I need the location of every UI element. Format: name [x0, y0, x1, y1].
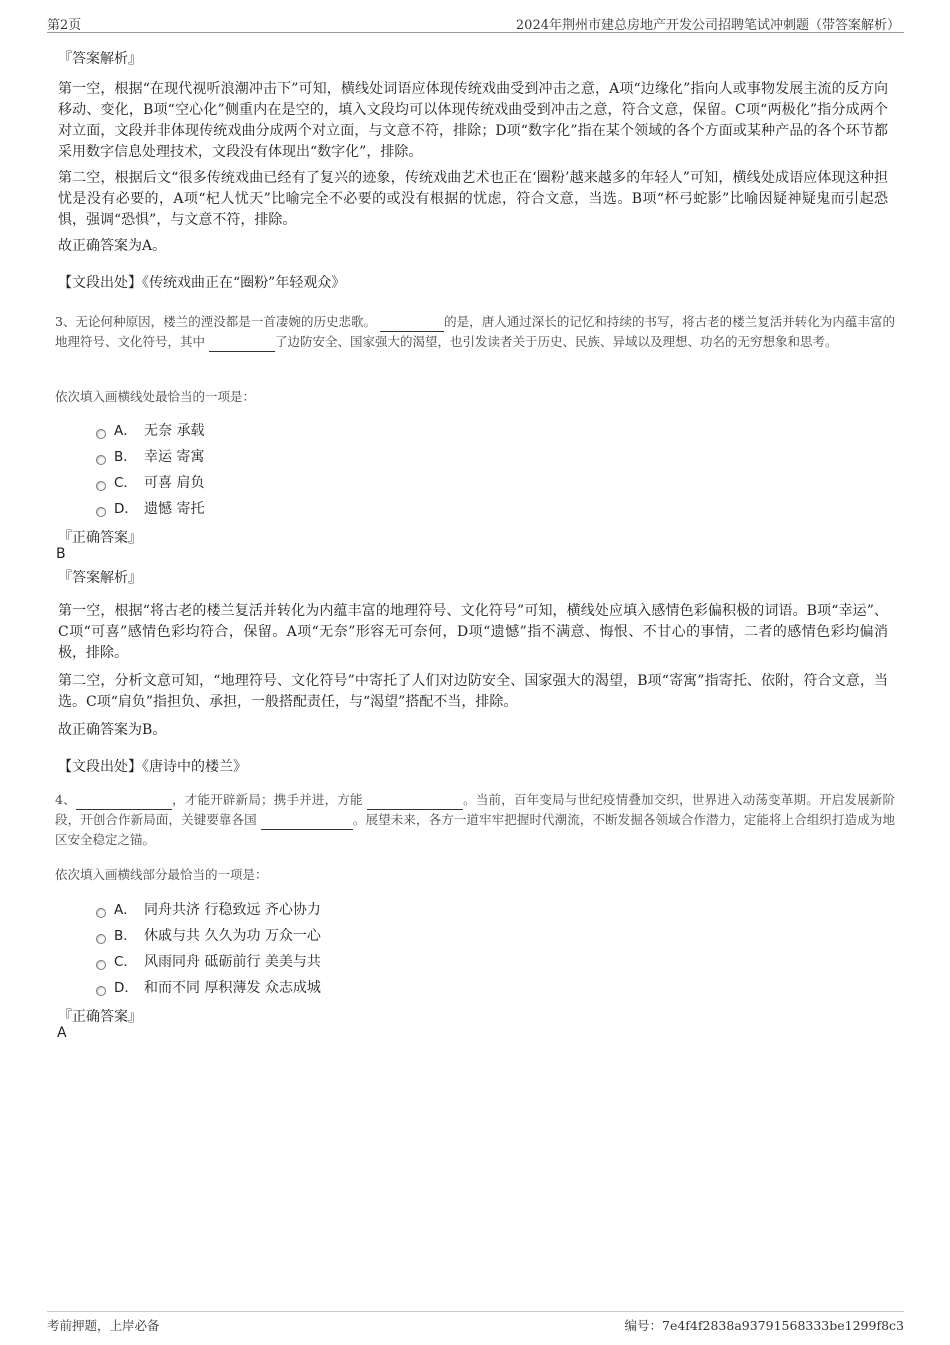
q3-text-1: 3、无论何种原因，楼兰的湮没都是一首凄婉的历史悲歌。: [55, 314, 377, 329]
option-text: 和而不同 厚积薄发 众志成城: [144, 980, 321, 996]
q4-blank-3: [261, 815, 353, 830]
footer-serial: 编号：7e4f4f2838a93791568333be1299f8c3: [624, 1318, 904, 1333]
q4-answer-label: 『正确答案』: [58, 1009, 142, 1025]
q3-text-2: 的是，唐人通过深长的记忆和持续的书写，将古老的楼兰复活并转化为内蕴丰富的地理符号、文化符号，其中: [55, 314, 895, 349]
q4-option-d[interactable]: [96, 978, 321, 998]
radio-icon[interactable]: [96, 481, 106, 491]
radio-icon[interactable]: [96, 934, 106, 944]
q3-analysis-para-2: 第二空，分析文意可知，“地理符号、文化符号”中寄托了人们对边防安全、国家强大的渴望，B项“寄寓”指寄托、依附，符合文意，当选。C项“肩负”指担负、承担，一般搭配责任，与“渴望”搭配不当，排除。: [58, 673, 888, 710]
option-text: 同舟共济 行稳致远 齐心协力: [144, 902, 321, 918]
radio-icon[interactable]: [96, 986, 106, 996]
option-letter: B．: [114, 449, 137, 465]
option-letter: C．: [114, 475, 137, 491]
q3-option-b[interactable]: [96, 447, 204, 467]
radio-icon[interactable]: [96, 960, 106, 970]
q4-blank-1: [76, 795, 172, 810]
q3-question: [55, 312, 895, 352]
option-letter: C．: [114, 954, 137, 970]
q4-text-4: 。展望未来，各方一道牢牢把握时代潮流，不断发掘各领域合作潜力，定能将上合组织打造成为地区安全稳定之锚。: [55, 812, 895, 847]
q3-blank-2: [209, 337, 275, 352]
q3-conclusion: 故正确答案为B。: [58, 722, 167, 738]
q3-analysis-para-1: 第一空，根据“将古老的楼兰复活并转化为内蕴丰富的地理符号、文化符号”可知，横线处应填入感情色彩偏积极的词语。B项“幸运”、C项“可喜”感情色彩均符合，保留。A项“无奈”形容无可奈何，D项“遗憾”指不满意、悔恨、不甘心的事情，二者的感情色彩均偏消极，排除。: [58, 603, 888, 661]
q4-text-3: 。当前，百年变局与世纪疫情叠加交织，世界进入动荡变革期。开启发展新阶段，开创合作新局面，关键要靠各国: [55, 792, 895, 827]
document-title: 2024年荆州市建总房地产开发公司招聘笔试冲刺题（带答案解析）: [515, 18, 900, 33]
q2-analysis-label: 『答案解析』: [58, 51, 142, 67]
q3-text-3: 了边防安全、国家强大的渴望，也引发读者关于历史、民族、异域以及理想、功名的无穷想象和思考。: [275, 334, 838, 349]
radio-icon[interactable]: [96, 429, 106, 439]
q4-text-2: ，才能开辟新局；携手并进，方能: [171, 792, 363, 807]
option-letter: A．: [114, 423, 137, 439]
q3-source: 【文段出处】《唐诗中的楼兰》: [58, 759, 247, 775]
option-text: 休戚与共 久久为功 万众一心: [144, 928, 321, 944]
option-text: 遗憾 寄托: [144, 501, 205, 517]
footer-slogan: 考前押题，上岸必备: [47, 1318, 160, 1333]
q4-question: [55, 790, 895, 850]
q2-analysis-para-2: 第二空，根据后文“很多传统戏曲已经有了复兴的迹象，传统戏曲艺术也正在‘圈粉’越来越多的年轻人”可知，横线处成语应体现这种担忧是没有必要的，A项“杞人忧天”比喻完全不必要的或没有根据的忧虑，符合文意，当选。B项“杯弓蛇影”比喻因疑神疑鬼而引起恐惧，强调“恐惧”，与文意不符，排除。: [58, 170, 888, 228]
option-letter: D．: [114, 980, 138, 996]
q2-analysis-para-1: 第一空，根据“在现代视听浪潮冲击下”可知，横线处词语应体现传统戏曲受到冲击之意，A项“边缘化”指向人或事物发展主流的反方向移动、变化，B项“空心化”侧重内在是空的，填入文段均可以体现传统戏曲受到冲击之意，符合文意，保留。C项“两极化”指分成两个对立面，文段并非体现传统戏曲分成两个对立面，与文意不符，排除；D项“数字化”指在某个领域的各个方面或某种产品的各个环节都采用数字信息处理技术，文段没有体现出“数字化”，排除。: [58, 81, 888, 160]
q3-answer: B: [56, 546, 66, 562]
option-letter: B．: [114, 928, 137, 944]
q4-text-1: 4、: [55, 792, 76, 807]
q4-prompt: 依次填入画横线部分最恰当的一项是：: [55, 867, 268, 882]
q3-option-a[interactable]: [96, 421, 204, 441]
q4-option-b[interactable]: [96, 926, 321, 946]
q2-source: 【文段出处】《传统戏曲正在“圈粉”年轻观众》: [58, 275, 346, 291]
q3-blank-1: [380, 317, 444, 332]
option-text: 可喜 肩负: [144, 475, 205, 491]
q3-analysis-label: 『答案解析』: [58, 570, 142, 586]
page-number: 第2页: [47, 18, 82, 33]
q4-blank-2: [367, 795, 463, 810]
option-letter: A．: [114, 902, 137, 918]
q4-answer: A: [57, 1025, 67, 1041]
q3-option-d[interactable]: [96, 499, 204, 519]
q3-option-c[interactable]: [96, 473, 204, 493]
option-text: 风雨同舟 砥砺前行 美美与共: [144, 954, 321, 970]
option-text: 幸运 寄寓: [144, 449, 205, 465]
radio-icon[interactable]: [96, 908, 106, 918]
q4-option-c[interactable]: [96, 952, 321, 972]
q2-conclusion: 故正确答案为A。: [58, 238, 167, 254]
radio-icon[interactable]: [96, 455, 106, 465]
page-footer: [47, 1311, 904, 1333]
radio-icon[interactable]: [96, 507, 106, 517]
q3-answer-label: 『正确答案』: [58, 530, 142, 546]
page-header: [47, 12, 904, 33]
option-text: 无奈 承载: [144, 423, 205, 439]
q4-option-a[interactable]: [96, 900, 321, 920]
q3-prompt: 依次填入画横线处最恰当的一项是：: [55, 389, 256, 404]
option-letter: D．: [114, 501, 138, 517]
